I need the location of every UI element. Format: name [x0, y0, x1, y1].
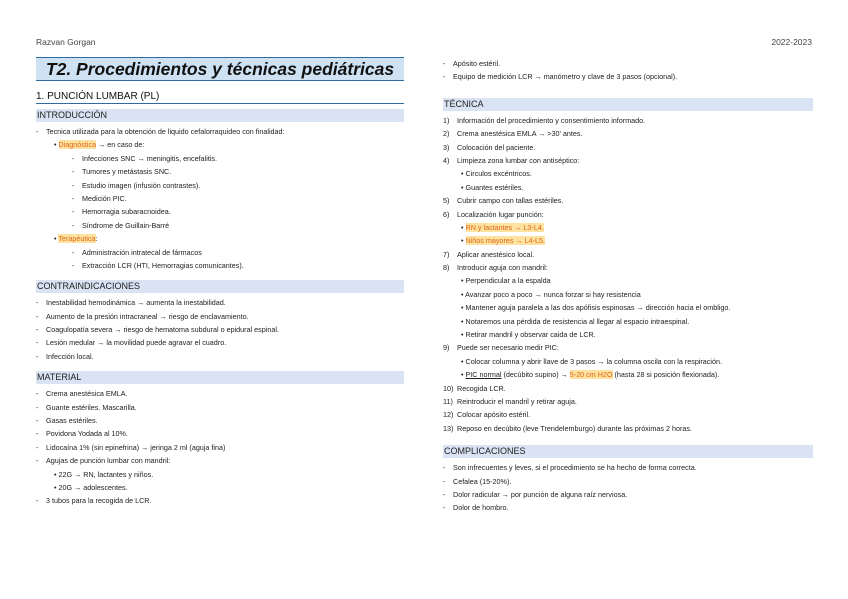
complicaciones-heading: COMPLICACIONES — [443, 445, 813, 458]
step-item: 13) Reposo en decúbito (leve Trendelemburgo) durante las próximas 2 horas. — [443, 423, 692, 433]
step-item: 11) Reintroducir el mandril y retirar aguja. — [443, 396, 577, 406]
intro-definition: - Tecnica utilizada para la obtención de liquido cefalorraquideo con finalidad: — [36, 127, 285, 136]
list-item: - Aumento de la presión intracraneal → riesgo de enclavamiento. — [36, 311, 249, 321]
list-item: • Avanzar poco a poco → nunca forzar si hay resistencia — [461, 289, 641, 299]
step-item: 10) Recogida LCR. — [443, 383, 506, 393]
list-item: - Administración intratecal de fármacos — [72, 247, 202, 257]
list-item: - Dolor radicular → por punción de alguna raíz nerviosa. — [443, 489, 628, 499]
page-title: T2. Procedimientos y técnicas pediátricas — [45, 58, 395, 79]
section-heading: 1. PUNCIÓN LUMBAR (PL) — [36, 91, 404, 104]
list-item: - Povidona Yodada al 10%. — [36, 429, 128, 439]
step-item: 8) Introducir aguja con mandril: — [443, 263, 548, 273]
pic-normal-value: 5-20 cm H2O — [569, 370, 613, 380]
step-item: 9) Puede ser necesario medir PIC: — [443, 343, 559, 353]
list-item: • Retirar mandril y observar caida de LCR. — [461, 330, 596, 340]
list-item: • Niños mayores → L4-L5. — [461, 236, 546, 246]
step-item: 6) Localización lugar punción: — [443, 209, 544, 219]
pic-normal-label: PIC normal — [465, 370, 502, 380]
list-item: - 3 tubos para la recogida de LCR. — [36, 496, 152, 506]
list-item: - Tumores y metástasis SNC. — [72, 167, 172, 177]
list-item: - Gasas estériles. — [36, 416, 98, 426]
list-item: - Apósito estéril. — [443, 59, 501, 68]
list-item: - Síndrome de Guillain-Barré — [72, 220, 170, 230]
highlight-ninos-mayores: Niños mayores → L4-L5. — [465, 236, 546, 246]
list-item: - Son infrecuentes y leves, si el procedimiento se ha hecho de forma correcta. — [443, 463, 697, 473]
page-title-box — [36, 57, 404, 81]
step-item: 1) Información del procedimiento y consentimiento informado. — [443, 115, 646, 125]
list-item: • Perpendicular a la espalda — [461, 276, 551, 286]
material-heading: MATERIAL — [36, 371, 404, 384]
list-item: • Colocar columna y abrir llave de 3 pasos → la columna oscila con la respiración. — [461, 356, 722, 366]
step-item: 12) Colocar apósito estéril. — [443, 410, 531, 420]
list-item: • PIC normal (decúbito supino) → 5-20 cm H2O (hasta 28 si posición flexionada). — [461, 370, 720, 380]
list-item: - Hemorragia subaracnoidea. — [72, 207, 171, 217]
list-item: - Equipo de medición LCR → manómetro y clave de 3 pasos (opcional). — [443, 72, 678, 82]
list-item: • Mantener aguja paralela a las dos apófisis espinosas → dirección hacia el ombligo. — [461, 303, 731, 313]
list-item: - Extracción LCR (HTI, Hemorragias comunicantes). — [72, 260, 244, 270]
list-item: - Crema anestésica EMLA. — [36, 389, 128, 399]
step-item: 7) Aplicar anestésico local. — [443, 249, 535, 259]
terapeutica-label: Terapéutica — [58, 234, 96, 244]
step-item: 4) Limpieza zona lumbar con antiséptico: — [443, 155, 580, 165]
list-item: - Agujas de punción lumbar con mandril: — [36, 456, 171, 466]
academic-year: 2022-2023 — [771, 37, 812, 47]
list-item: - Cefalea (15-20%). — [443, 476, 512, 486]
step-item: 3) Colocación del paciente. — [443, 142, 536, 152]
list-item: • Guantes estériles. — [461, 182, 524, 192]
contraindicaciones-heading: CONTRAINDICACIONES — [36, 280, 404, 293]
list-item: - Coagulopatía severa → riesgo de hematoma subdural o epidural espinal. — [36, 325, 279, 335]
list-item: • 20G → adolescentes. — [54, 482, 128, 492]
list-item: - Estudio imagen (infusión contrastes). — [72, 180, 201, 190]
list-item: - Infecciones SNC → meningitis, encefalitis. — [72, 153, 218, 163]
intro-terapeutica: • Terapéutica: — [54, 234, 98, 244]
list-item: • Circulos excéntricos. — [461, 169, 532, 179]
step-item: 5) Cubrir campo con tallas estériles. — [443, 196, 564, 206]
diagnostica-label: Diagnóstica — [58, 140, 97, 150]
tecnica-heading: TÉCNICA — [443, 98, 813, 111]
step-item: 2) Crema anestésica EMLA → >30' antes. — [443, 129, 583, 139]
list-item: - Lesión medular → la movilidad puede agravar el cuadro. — [36, 338, 227, 348]
highlight-rn-lactantes: RN y lactantes → L3-L4. — [465, 222, 544, 232]
author-name: Razvan Gorgan — [36, 37, 96, 47]
left-column — [36, 57, 404, 508]
list-item: - Medición PIC. — [72, 193, 127, 203]
intro-heading: INTRODUCCIÓN — [36, 109, 404, 122]
list-item: • Notaremos una pérdida de resistencia al llegar al espacio intraespinal. — [461, 316, 690, 326]
intro-diagnostica: • Diagnóstica → en caso de: — [54, 140, 145, 150]
list-item: - Infección local. — [36, 351, 94, 361]
list-item: • 22G → RN, lactantes y niños. — [54, 469, 154, 479]
list-item: - Lidocaína 1% (sin epinefrina) → jeringa 2 ml (aguja fina) — [36, 442, 226, 452]
list-item: - Guante estériles. Mascarilla. — [36, 402, 137, 412]
list-item: • RN y lactantes → L3-L4. — [461, 222, 544, 232]
list-item: - Inestabilidad hemodinámica → aumenta la inestabilidad. — [36, 298, 226, 308]
right-column — [443, 57, 813, 515]
list-item: - Dolor de hombro. — [443, 503, 509, 513]
